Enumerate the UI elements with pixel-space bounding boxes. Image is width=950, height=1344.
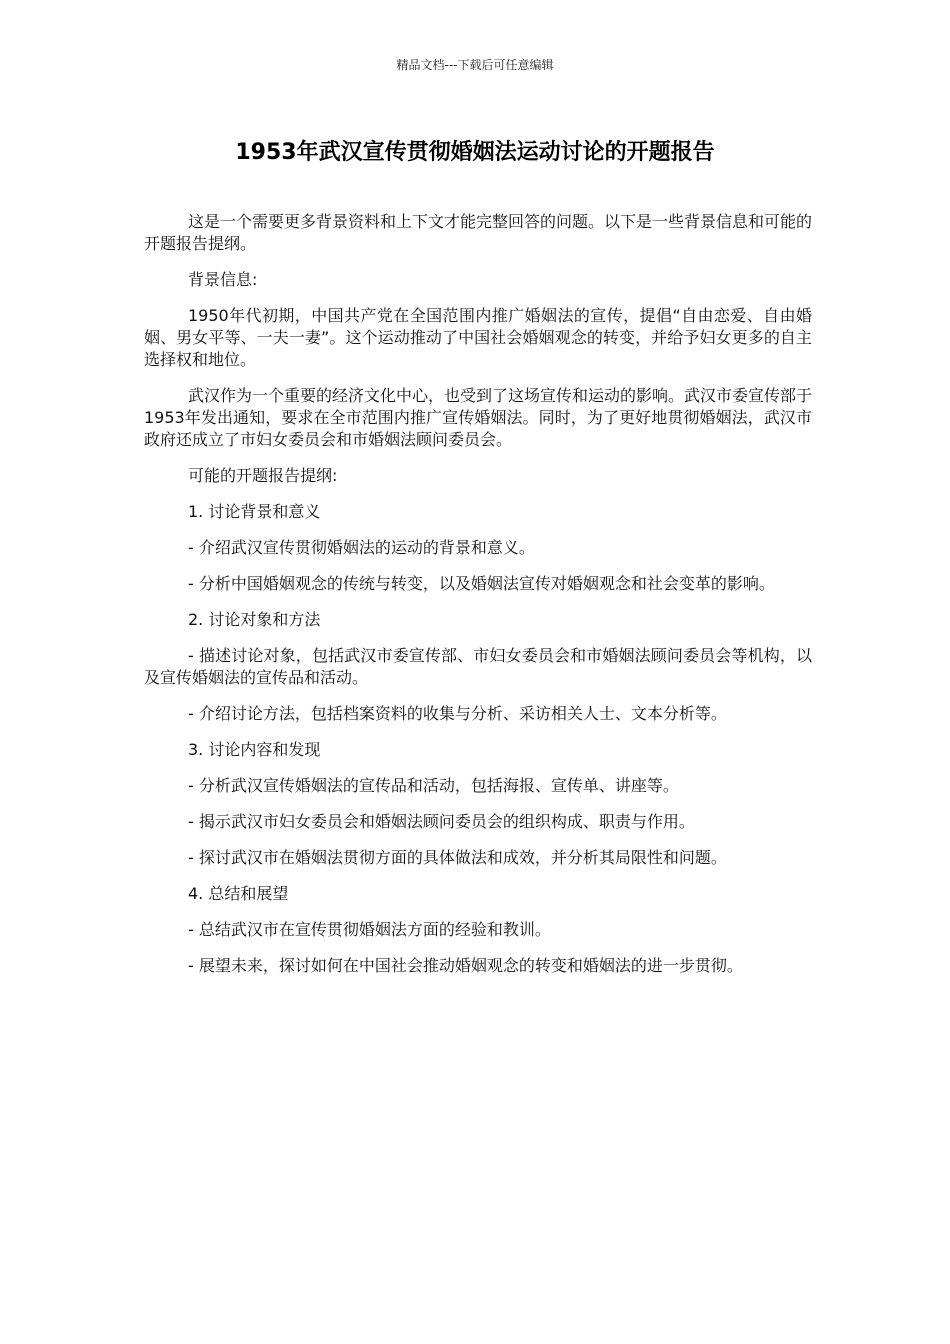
outline-item: - 介绍武汉宣传贯彻婚姻法的运动的背景和意义。 — [188, 538, 535, 557]
header-note: 精品文档---下载后可任意编辑 — [396, 58, 554, 72]
outline-item: - 展望未来，探讨如何在中国社会推动婚姻观念的转变和婚姻法的进一步贯彻。 — [188, 956, 743, 975]
background-heading: 背景信息: — [188, 270, 258, 289]
outline-item: - 揭示武汉市妇女委员会和婚姻法顾问委员会的组织构成、职责与作用。 — [188, 812, 695, 831]
wuhan-paragraph: 武汉作为一个重要的经济文化中心，也受到了这场宣传和运动的影响。武汉市委宣传部于1953年发出通知，要求在全市范围内推广宣传婚姻法。同时，为了更好地贯彻婚姻法，武汉市政府还成立了市妇女委员会和市婚姻法顾问委员会。 — [144, 386, 813, 449]
outline-section-heading: 1. 讨论背景和意义 — [188, 502, 321, 521]
outline-section-heading: 2. 讨论对象和方法 — [188, 610, 321, 629]
outline-item: - 总结武汉市在宣传贯彻婚姻法方面的经验和教训。 — [188, 920, 551, 939]
outline-section-heading: 4. 总结和展望 — [188, 884, 289, 903]
outline-item: - 分析中国婚姻观念的传统与转变，以及婚姻法宣传对婚姻观念和社会变革的影响。 — [188, 574, 775, 593]
document-title: 1953年武汉宣传贯彻婚姻法运动讨论的开题报告 — [235, 140, 715, 165]
outline-item: - 描述讨论对象，包括武汉市委宣传部、市妇女委员会和市婚姻法顾问委员会等机构，以及宣传婚姻法的宣传品和活动。 — [144, 646, 812, 687]
background-paragraph: 1950年代初期，中国共产党在全国范围内推广婚姻法的宣传，提倡“自由恋爱、自由婚姻、男女平等、一夫一妻”。这个运动推动了中国社会婚姻观念的转变，并给予妇女更多的自主选择权和地位。 — [144, 306, 812, 369]
outline-item: - 介绍讨论方法，包括档案资料的收集与分析、采访相关人士、文本分析等。 — [188, 704, 727, 723]
intro-paragraph: 这是一个需要更多背景资料和上下文才能完整回答的问题。以下是一些背景信息和可能的开题报告提纲。 — [144, 212, 813, 253]
document-body — [144, 211, 812, 991]
outline-heading: 可能的开题报告提纲: — [188, 466, 338, 485]
outline-section-heading: 3. 讨论内容和发现 — [188, 740, 321, 759]
outline-item: - 分析武汉宣传婚姻法的宣传品和活动，包括海报、宣传单、讲座等。 — [188, 776, 679, 795]
outline-item: - 探讨武汉市在婚姻法贯彻方面的具体做法和成效，并分析其局限性和问题。 — [188, 848, 727, 867]
